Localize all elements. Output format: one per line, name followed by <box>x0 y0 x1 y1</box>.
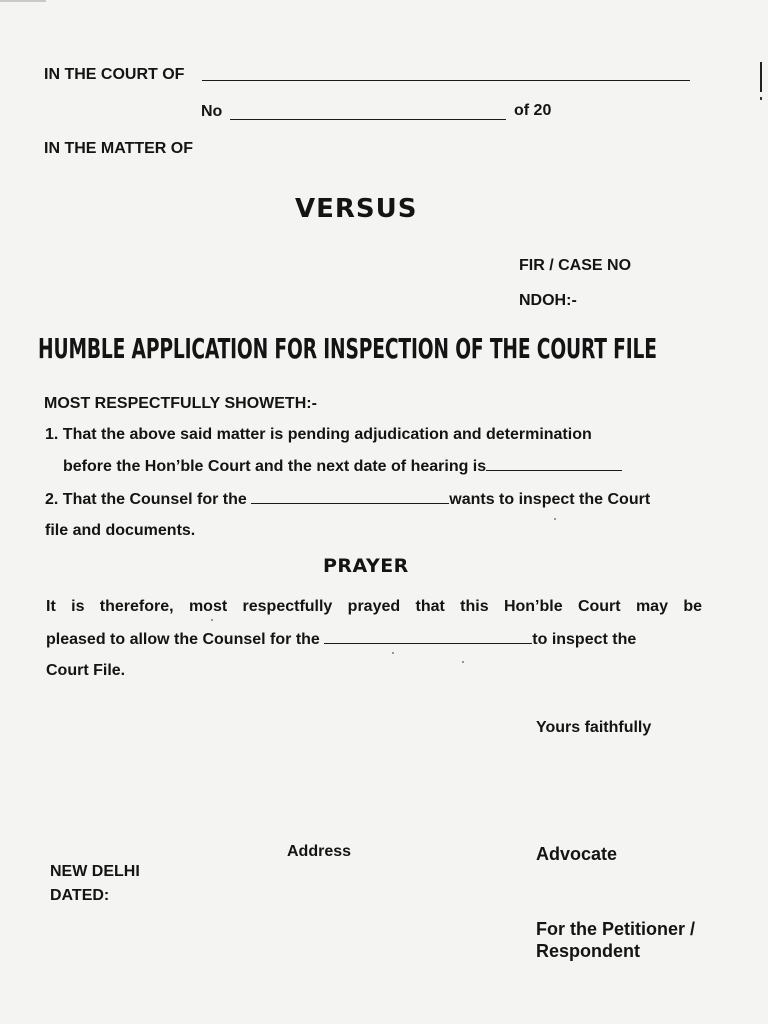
scan-speck <box>392 652 394 654</box>
showeth-heading: MOST RESPECTFULLY SHOWETH:- <box>44 395 317 412</box>
advocate-label: Advocate <box>536 844 618 864</box>
address-label: Address <box>287 843 352 860</box>
para2-suffix: wants to inspect the Court <box>449 491 651 508</box>
para1-line1: 1. That the above said matter is pending adjudication and determination <box>45 426 592 443</box>
counsel-for-blank[interactable] <box>251 502 449 504</box>
prayer-line1: It is therefore, most respectfully prayed that this Hon’ble Court may be <box>46 598 702 615</box>
prayer-heading: PRAYER <box>323 555 409 577</box>
versus-heading: VERSUS <box>295 194 418 224</box>
scan-speck <box>554 518 556 520</box>
scan-speck <box>462 661 464 663</box>
court-name-blank[interactable] <box>202 80 690 81</box>
para1-line2 <box>63 458 622 476</box>
for-party-line2: Respondent <box>536 941 641 961</box>
fir-case-label: FIR / CASE NO <box>519 257 632 274</box>
para2-prefix: 2. That the Counsel for the <box>45 491 247 508</box>
case-no-blank[interactable] <box>230 119 506 120</box>
prayer-line2 <box>46 631 636 649</box>
dated-label: DATED: <box>50 887 110 904</box>
para2-line2: file and documents. <box>45 522 196 539</box>
hearing-date-blank[interactable] <box>486 469 622 471</box>
case-year-label: of 20 <box>514 102 552 119</box>
para2-line1 <box>45 491 650 509</box>
page-top-edge <box>0 0 768 2</box>
prayer-line3: Court File. <box>46 662 126 679</box>
prayer-counsel-blank[interactable] <box>324 642 532 644</box>
prayer-line2-suffix: to inspect the <box>532 631 637 648</box>
matter-label: IN THE MATTER OF <box>44 140 194 157</box>
case-no-label: No <box>201 103 223 120</box>
para1-line2-text: before the Hon’ble Court and the next date of hearing is <box>63 458 487 475</box>
for-party-line1: For the Petitioner / <box>536 919 696 939</box>
court-label: IN THE COURT OF <box>44 66 185 83</box>
margin-mark <box>760 62 762 92</box>
prayer-line2-prefix: pleased to allow the Counsel for the <box>46 631 320 648</box>
application-title: HUMBLE APPLICATION FOR INSPECTION OF THE COURT FILE <box>38 332 657 365</box>
scan-speck <box>211 619 213 621</box>
yours-faithfully: Yours faithfully <box>536 719 652 736</box>
place-label: NEW DELHI <box>50 863 140 880</box>
ndoh-label: NDOH:- <box>519 292 577 309</box>
margin-dot <box>760 97 762 100</box>
